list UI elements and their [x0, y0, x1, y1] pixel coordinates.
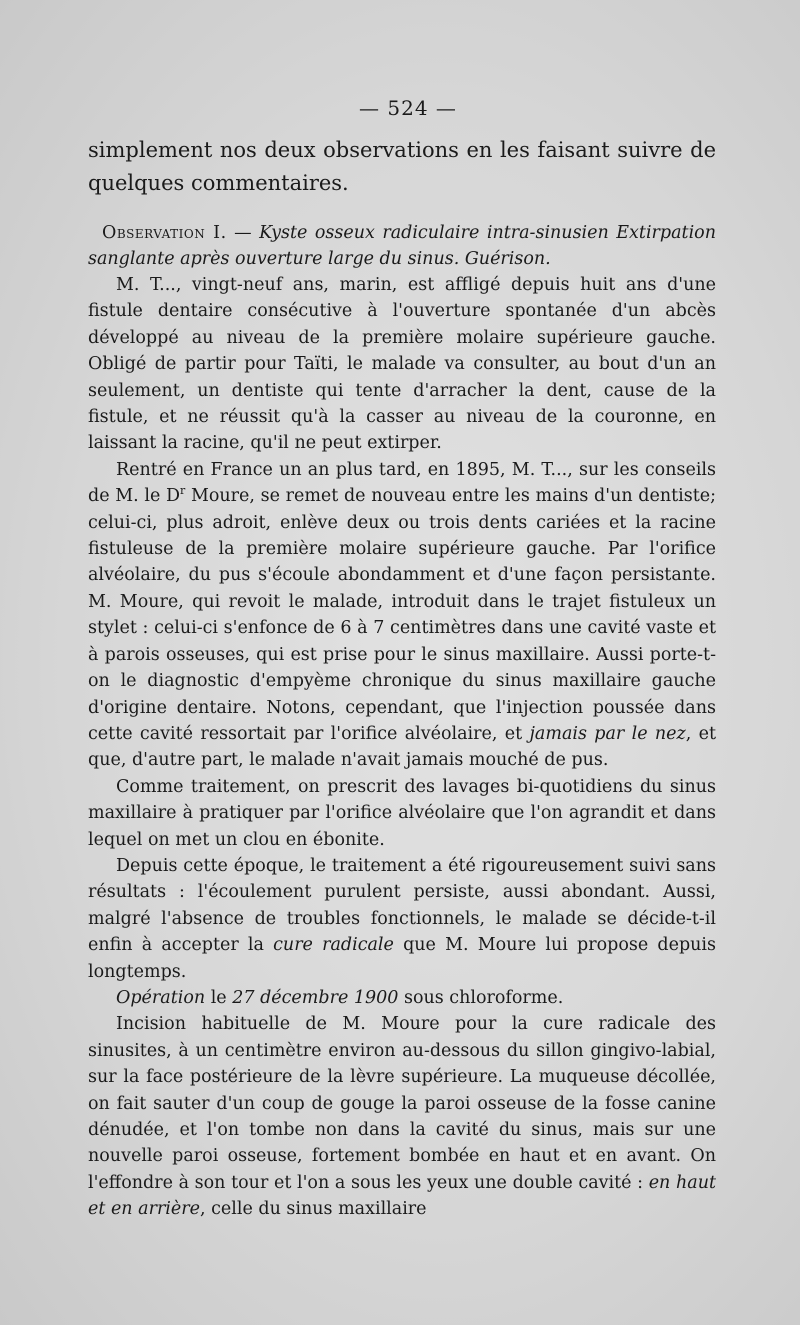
observation-title-italic: Kyste osseux radiculaire intra-sinusien Extirpation sanglante après ouverture large du sinus. Guérison. — [88, 223, 716, 269]
observation-heading: Observation I. — [102, 223, 227, 243]
italic-text: jamais par le nez — [529, 723, 686, 744]
paragraph-text: Depuis cette époque, le traitement a été rigoureusement suivi sans résultats : l'écoulement purulent persiste, aussi abondant. Aussi, malgré l'absence de troubles fonctionnels, le malade se décide-t-il enfin à accepter la — [88, 855, 716, 956]
paragraph-text: sous chloroforme. — [398, 987, 564, 1008]
paragraph-text: , celle du sinus maxillaire — [199, 1199, 427, 1220]
paragraph-text: , et que, d'autre part, le malade n'avait jamais mouché de pus. — [88, 723, 717, 771]
book-page — [88, 96, 716, 1223]
italic-text: en haut et en arrière — [88, 1172, 716, 1220]
intro-text: simplement nos deux observations en les faisant suivre de quelques commentaires. — [88, 138, 716, 195]
observation-dash: — — [226, 223, 260, 243]
italic-text: cure radicale — [273, 935, 394, 956]
paragraph-text: Rentré en France un an plus tard, en 1895, M. T..., sur les conseils de M. le D — [88, 459, 716, 507]
paragraph-text: que M. Moure lui propose depuis longtemps. — [88, 935, 716, 982]
paragraph — [88, 985, 716, 1011]
paragraph-text: Incision habituelle de M. Moure pour la cure radicale des sinusites, à un centimètre environ au-dessous du sillon gingivo-labial, sur la face postérieure de la lèvre supérieure. La muqueuse décollée, on fait sauter d'un coup de gouge la paroi osseuse de la fosse canine dénudée, et l'on tombe non dans la cavité du sinus, mais sur une nouvelle paroi osseuse, fortement bombée en haut et en avant. On l'effondre à son tour et l'on a sous les yeux une double cavité : — [88, 1014, 716, 1193]
paragraph-text: le — [205, 987, 233, 1008]
paragraph — [88, 1011, 716, 1222]
superscript: r — [180, 484, 186, 498]
paragraph — [88, 853, 716, 985]
body-text — [88, 272, 716, 1223]
page-number: — 524 — — [359, 96, 457, 120]
paragraph: M. T..., vingt-neuf ans, marin, est affligé depuis huit ans d'une fistule dentaire consécutive à l'ouverture spontanée d'un abcès développé au niveau de la première molaire supérieure gauche. Obligé de partir pour Taïti, le malade va consulter, au bout d'un an seulement, un dentiste qui tente d'arracher la dent, cause de la fistule, et ne réussit qu'à la casser au niveau de la couronne, en laissant la racine, qu'il ne peut extirper. — [88, 275, 716, 454]
italic-text: 27 décembre 1900 — [232, 987, 399, 1008]
observation-title — [88, 220, 716, 272]
italic-text: Opération — [116, 987, 206, 1008]
paragraph — [88, 457, 716, 774]
paragraph: Comme traitement, on prescrit des lavages bi-quotidiens du sinus maxillaire à pratiquer par l'orifice alvéolaire que l'on agrandit et dans lequel on met un clou en ébonite. — [88, 776, 716, 850]
paragraph-text: Moure, se remet de nouveau entre les mains d'un dentiste; celui-ci, plus adroit, enlève deux ou trois dents cariées et la racine fistuleuse de la première molaire supérieure gauche. Par l'orifice alvéolaire, du pus s'écoule abondamment et d'une façon persistante. M. Moure, qui revoit le malade, introduit dans le trajet fistuleux un stylet : celui-ci s'enfonce de 6 à 7 centimètres dans une cavité vaste et à parois osseuses, qui est prise pour le sinus maxillaire. Aussi porte-t-on le diagnostic d'empyème chronique du sinus maxillaire gauche d'origine dentaire. Notons, cependant, que l'injection poussée dans cette cavité ressortait par l'orifice alvéolaire, et — [88, 486, 717, 744]
